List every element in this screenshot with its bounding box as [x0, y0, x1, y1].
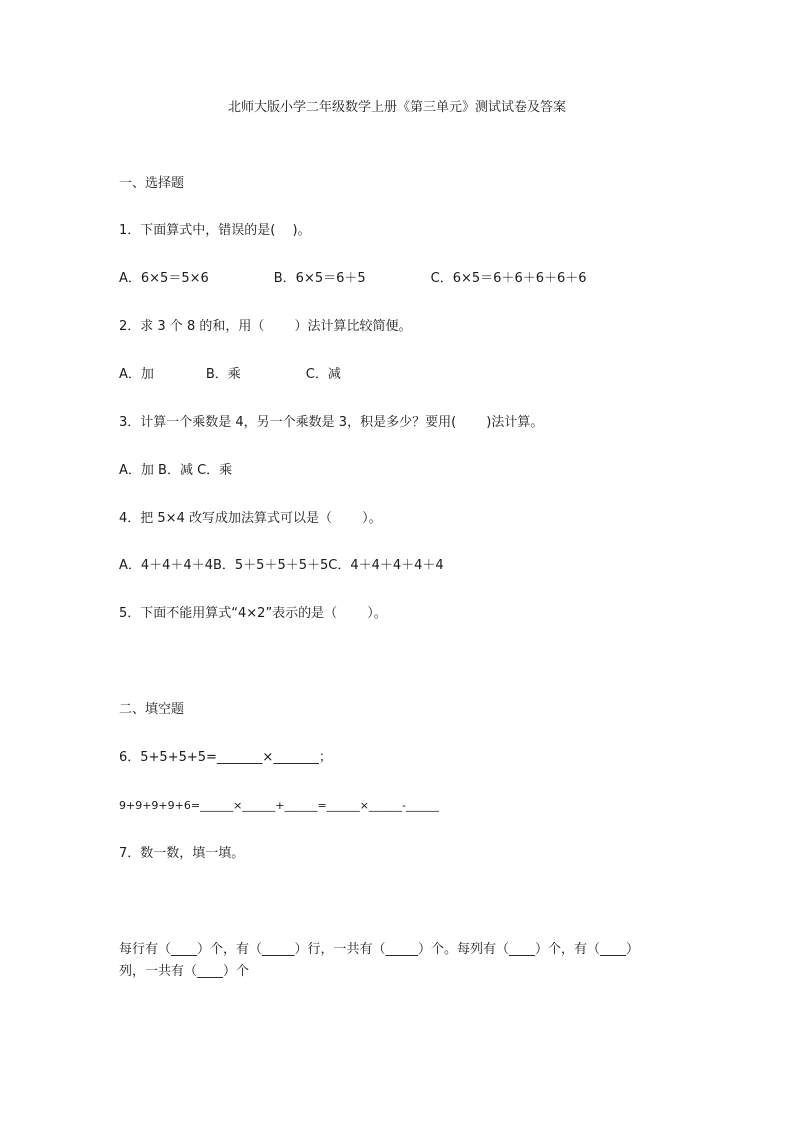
question-7-line-2: 列，一共有（____）个	[119, 964, 250, 979]
question-1-text: 1．下面算式中，错误的是( )。	[119, 223, 311, 238]
question-2-text: 2．求 3 个 8 的和，用（ ）法计算比较简便。	[119, 319, 412, 334]
question-1-options: A．6×5＝5×6 B．6×5＝6＋5 C．6×5＝6＋6＋6＋6＋6	[119, 271, 587, 286]
question-7-text: 7．数一数，填一填。	[119, 846, 245, 861]
question-4-text: 4．把 5×4 改写成加法算式可以是（ ）。	[119, 511, 382, 526]
question-3-options: A．加 B．减 C．乘	[119, 463, 233, 478]
question-6-line-2: 9+9+9+9+6=______×______+______=______×______-______	[119, 799, 439, 812]
question-5-text: 5．下面不能用算式“4×2”表示的是（ ）。	[119, 606, 387, 621]
section-heading-choice: 一、选择题	[119, 176, 185, 191]
question-3-text: 3．计算一个乘数是 4，另一个乘数是 3，积是多少？要用( )法计算。	[119, 415, 544, 430]
question-4-options: A．4＋4＋4＋4B．5＋5＋5＋5＋5C．4＋4＋4＋4＋4	[119, 558, 444, 573]
question-7-line-1: 每行有（____）个，有（_____）行，一共有（_____）个。每列有（____）个，有（____）	[119, 942, 640, 957]
question-2-options: A．加 B．乘 C．减	[119, 367, 341, 382]
section-heading-fill: 二、填空题	[119, 702, 185, 717]
question-6-line-1: 6．5+5+5+5=_______×_______；	[119, 750, 332, 765]
page-title: 北师大版小学二年级数学上册《第三单元》测试试卷及答案	[227, 100, 566, 115]
